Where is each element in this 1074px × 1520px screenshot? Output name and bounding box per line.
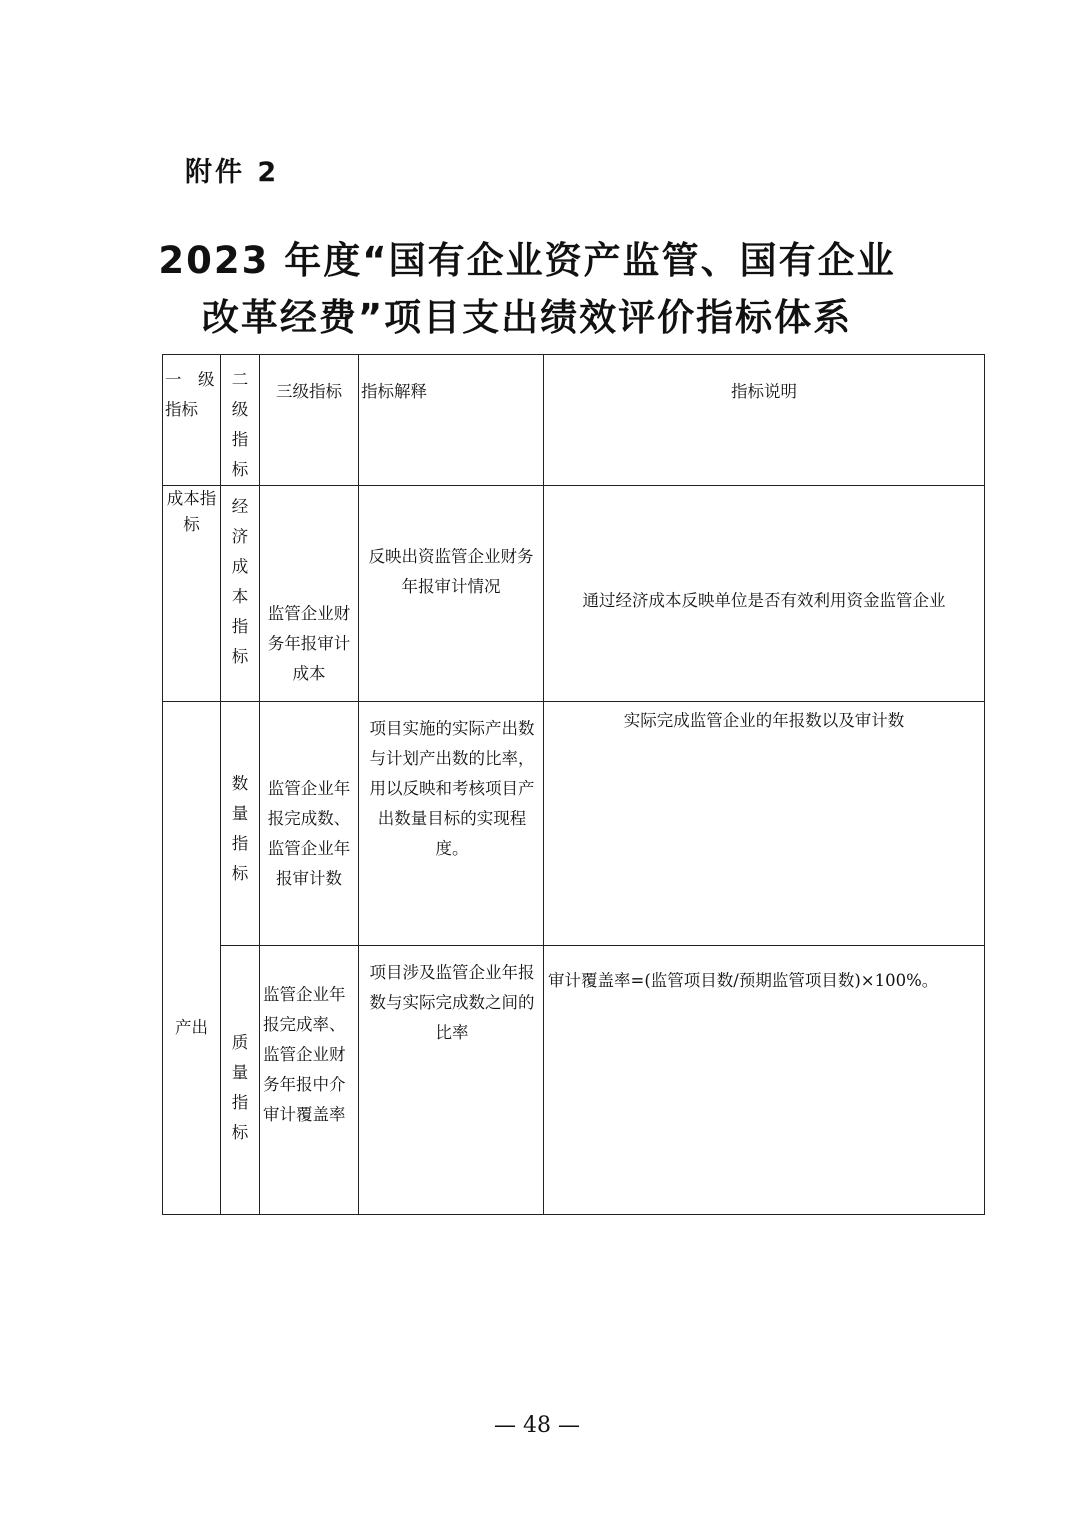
cell-level2: 经济成本指标 [221, 486, 260, 702]
attachment-label: 附件 2 [185, 157, 280, 188]
header-description: 指标说明 [544, 355, 985, 486]
cell-level3: 监管企业财务年报审计成本 [260, 486, 359, 702]
table-row [163, 486, 985, 702]
page-number: — 48 — [494, 1413, 580, 1438]
header-level3: 三级指标 [260, 355, 359, 486]
cell-explanation: 项目实施的实际产出数与计划产出数的比率，用以反映和考核项目产出数量目标的实现程度。 [359, 702, 544, 946]
cell-explanation: 项目涉及监管企业年报数与实际完成数之间的比率 [359, 946, 544, 1215]
cell-level3: 监管企业年报完成率、监管企业财务年报中介审计覆盖率 [260, 946, 359, 1215]
cell-level1: 产出 [163, 702, 221, 1215]
document-title-line-1: 2023 年度“国有企业资产监管、国有企业 [158, 239, 896, 282]
cell-description: 审计覆盖率=(监管项目数/预期监管项目数)×100%。 [544, 946, 985, 1215]
table-header-row [163, 355, 985, 486]
table-row [163, 702, 985, 946]
cell-level3: 监管企业年报完成数、监管企业年报审计数 [260, 702, 359, 946]
header-explanation: 指标解释 [359, 355, 544, 486]
table-row [163, 946, 985, 1215]
indicator-table [162, 354, 985, 1215]
cell-level2: 质量指标 [221, 946, 260, 1215]
document-title-line-2: 改革经费”项目支出绩效评价指标体系 [201, 296, 853, 339]
cell-explanation: 反映出资监管企业财务年报审计情况 [359, 486, 544, 702]
cell-level1: 成本指标 [163, 486, 221, 702]
cell-description: 通过经济成本反映单位是否有效利用资金监管企业 [544, 486, 985, 702]
header-level2: 二级指标 [221, 355, 260, 486]
cell-description: 实际完成监管企业的年报数以及审计数 [544, 702, 985, 946]
cell-level2: 数量指标 [221, 702, 260, 946]
header-level1: 一 级指标 [163, 355, 221, 486]
